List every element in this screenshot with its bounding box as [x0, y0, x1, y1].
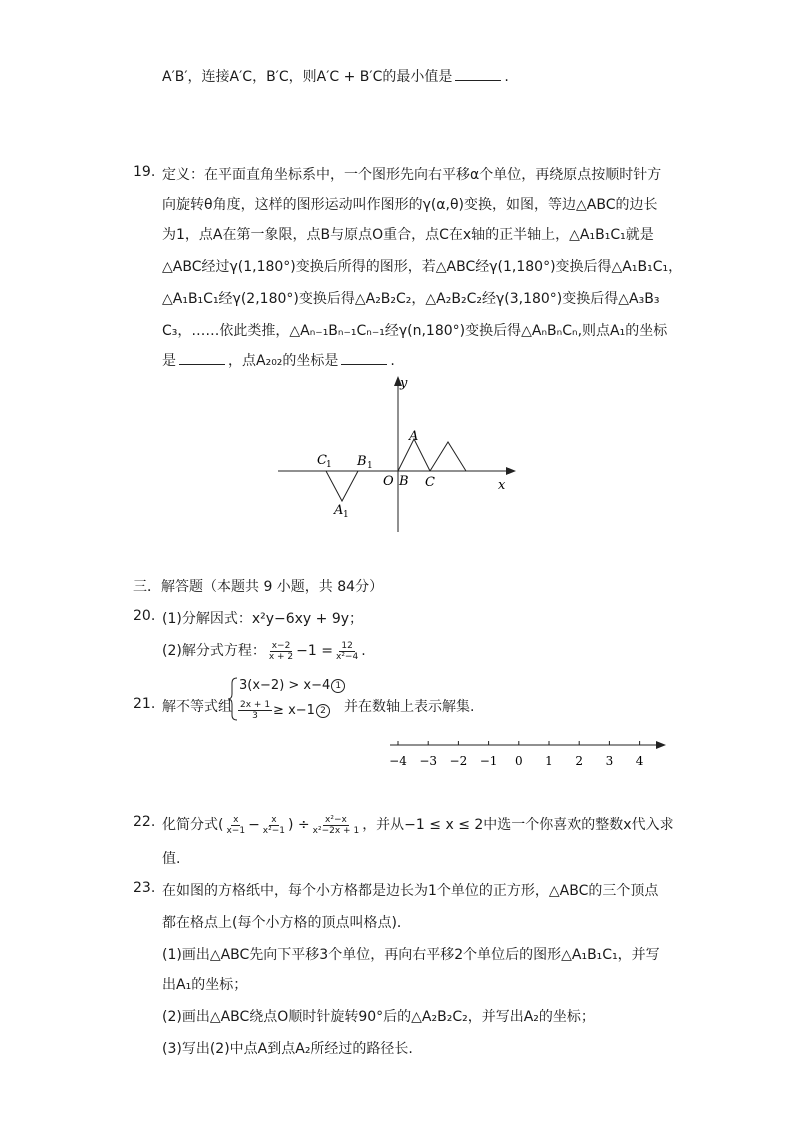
label-O: O [383, 474, 394, 489]
q19-line-2: 向旋转θ角度，这样的图形运动叫作图形的γ(α,θ)变换，如图，等边△ABC的边长 [162, 197, 658, 213]
q22-minus: − [248, 817, 260, 833]
q19-figure [270, 372, 530, 537]
q22-number: 22. [133, 814, 156, 830]
q19-number: 19. [133, 164, 156, 180]
label-B1: B [357, 454, 367, 469]
number-line-arrow [656, 741, 666, 749]
label-B1-sub: 1 [367, 461, 373, 471]
q20-fraction-2 [334, 641, 360, 662]
number-line-tick-label: 0 [514, 754, 523, 768]
q20-f1-den: x + 2 [268, 651, 294, 662]
label-A1: A [334, 503, 344, 518]
q21-circle-1: 1 [331, 679, 345, 693]
q21-ineq-1 [239, 678, 345, 693]
label-C1: C [317, 453, 327, 468]
triangle-a1b1c1 [326, 471, 358, 501]
q20-f1-num: x−2 [271, 640, 291, 651]
q18-tail-line [162, 66, 509, 86]
q21-number: 21. [133, 696, 156, 712]
q20-part2 [162, 640, 366, 662]
triangle-second [430, 442, 466, 471]
label-x: x [498, 478, 506, 493]
number-line-tick-label: −1 [479, 754, 498, 768]
q18-tail-text: A′B′，连接A′C，B′C，则A′C + B′C的最小值是 [162, 69, 453, 85]
q22-suffix: ，并从−1 ≤ x ≤ 2中选一个你喜欢的整数x代入求 [362, 817, 674, 833]
q21-prefix: 解不等式组 [162, 699, 232, 715]
q18-answer-blank[interactable] [455, 66, 501, 81]
q20-part2-prefix: (2)解分式方程： [162, 643, 266, 659]
q20-f2-den: x²−4 [336, 651, 359, 662]
q21-number-line[interactable] [384, 734, 674, 774]
q22-fraction-c [311, 815, 362, 836]
q19-last-a: 是 [162, 353, 176, 369]
number-line-tick-label: −3 [419, 754, 438, 768]
q21-ineq-2 [237, 700, 330, 721]
q20-mid: −1 = [296, 643, 333, 659]
q20-end: . [361, 643, 366, 659]
q19-line-7 [162, 350, 395, 370]
q20-number: 20. [133, 608, 156, 624]
q19-answer-blank-2[interactable] [341, 350, 387, 365]
q19-line-6: C₃，……依此类推，△Aₙ₋₁Bₙ₋₁Cₙ₋₁经γ(n,180°)变换后得△AₙBₙCₙ,则点A₁的坐标 [162, 323, 668, 339]
q19-line-1: 定义：在平面直角坐标系中，一个图形先向右平移α个单位，再绕原点按顺时针方 [162, 167, 662, 183]
q22-line-2: 值. [162, 851, 181, 867]
q22-line-1 [162, 814, 674, 836]
q18-end: . [504, 69, 509, 85]
q21-ineq2-den: 3 [252, 711, 258, 721]
q20-f2-num: 12 [341, 640, 353, 651]
q22-prefix: 化简分式( [162, 817, 224, 833]
label-y: y [400, 376, 408, 391]
number-line-tick-label: 2 [575, 754, 584, 768]
number-line-tick-label: 1 [545, 754, 553, 768]
number-line-tick-label: −2 [449, 754, 468, 768]
q21-ineq2-fraction [238, 700, 272, 721]
label-C1-sub: 1 [326, 460, 332, 470]
q22-div: ) ÷ [288, 817, 310, 833]
q19-last-b: ，点A₂₀₂的坐标是 [228, 353, 339, 369]
q22-b-den: x²−1 [262, 825, 285, 836]
q22-a-den: x−1 [226, 825, 246, 836]
number-line-tick-label: 3 [605, 754, 614, 768]
q19-answer-blank-1[interactable] [179, 350, 225, 365]
q19-line-3: 为1，点A在第一象限，点B与原点O重合，点C在x轴的正半轴上，△A₁B₁C₁就是 [162, 227, 654, 243]
section-3-title: 三．解答题（本题共 9 小题，共 84分） [133, 579, 384, 595]
q22-c-num: x²−x [325, 814, 347, 825]
q21-ineq2-rest: ≥ x−1 [273, 703, 315, 718]
q23-line-6: (3)写出(2)中点A到点A₂所经过的路径长. [162, 1041, 413, 1057]
q23-number: 23. [133, 880, 156, 896]
label-C: C [425, 475, 435, 490]
label-A: A [409, 429, 419, 444]
q23-line-2: 都在格点上(每个小方格的顶点叫格点)． [162, 915, 411, 931]
q23-line-5: (2)画出△ABC绕点O顺时针旋转90°后的△A₂B₂C₂，并写出A₂的坐标； [162, 1009, 595, 1025]
q22-a-num: x [233, 814, 239, 825]
label-A1-sub: 1 [343, 510, 349, 520]
number-line-tick-label: −4 [389, 754, 407, 768]
q20-fraction-1 [267, 641, 295, 662]
q20-part1: (1)分解因式：x²y−6xy + 9y； [162, 611, 364, 627]
q23-line-1: 在如图的方格纸中，每个小方格都是边长为1个单位的正方形，△ABC的三个顶点 [162, 883, 659, 899]
q19-line-5: △A₁B₁C₁经γ(2,180°)变换后得△A₂B₂C₂，△A₂B₂C₂经γ(3,180°)变换后得△A₃B₃ [162, 291, 660, 307]
q21-ineq2-num: 2x + 1 [240, 700, 271, 710]
q22-c-den: x²−2x + 1 [312, 825, 360, 836]
q21-circle-2: 2 [316, 704, 330, 718]
q19-last-c: . [390, 353, 395, 369]
q21-suffix: 并在数轴上表示解集. [344, 699, 475, 715]
q19-line-4: △ABC经过γ(1,180°)变换后所得的图形，若△ABC经γ(1,180°)变换后得△A₁B₁C₁， [162, 259, 683, 275]
x-axis-arrow [506, 467, 516, 475]
q21-ineq1-text: 3(x−2) > x−4 [239, 678, 331, 693]
label-B: B [399, 474, 409, 489]
q22-fraction-a [224, 815, 247, 836]
q23-line-3: (1)画出△ABC先向下平移3个单位，再向右平移2个单位后的图形△A₁B₁C₁，并写 [162, 947, 660, 963]
q22-b-num: x [271, 814, 277, 825]
number-line-tick-label: 4 [635, 754, 644, 768]
q23-line-4: 出A₁的坐标； [162, 977, 248, 993]
q22-fraction-b [261, 815, 287, 836]
